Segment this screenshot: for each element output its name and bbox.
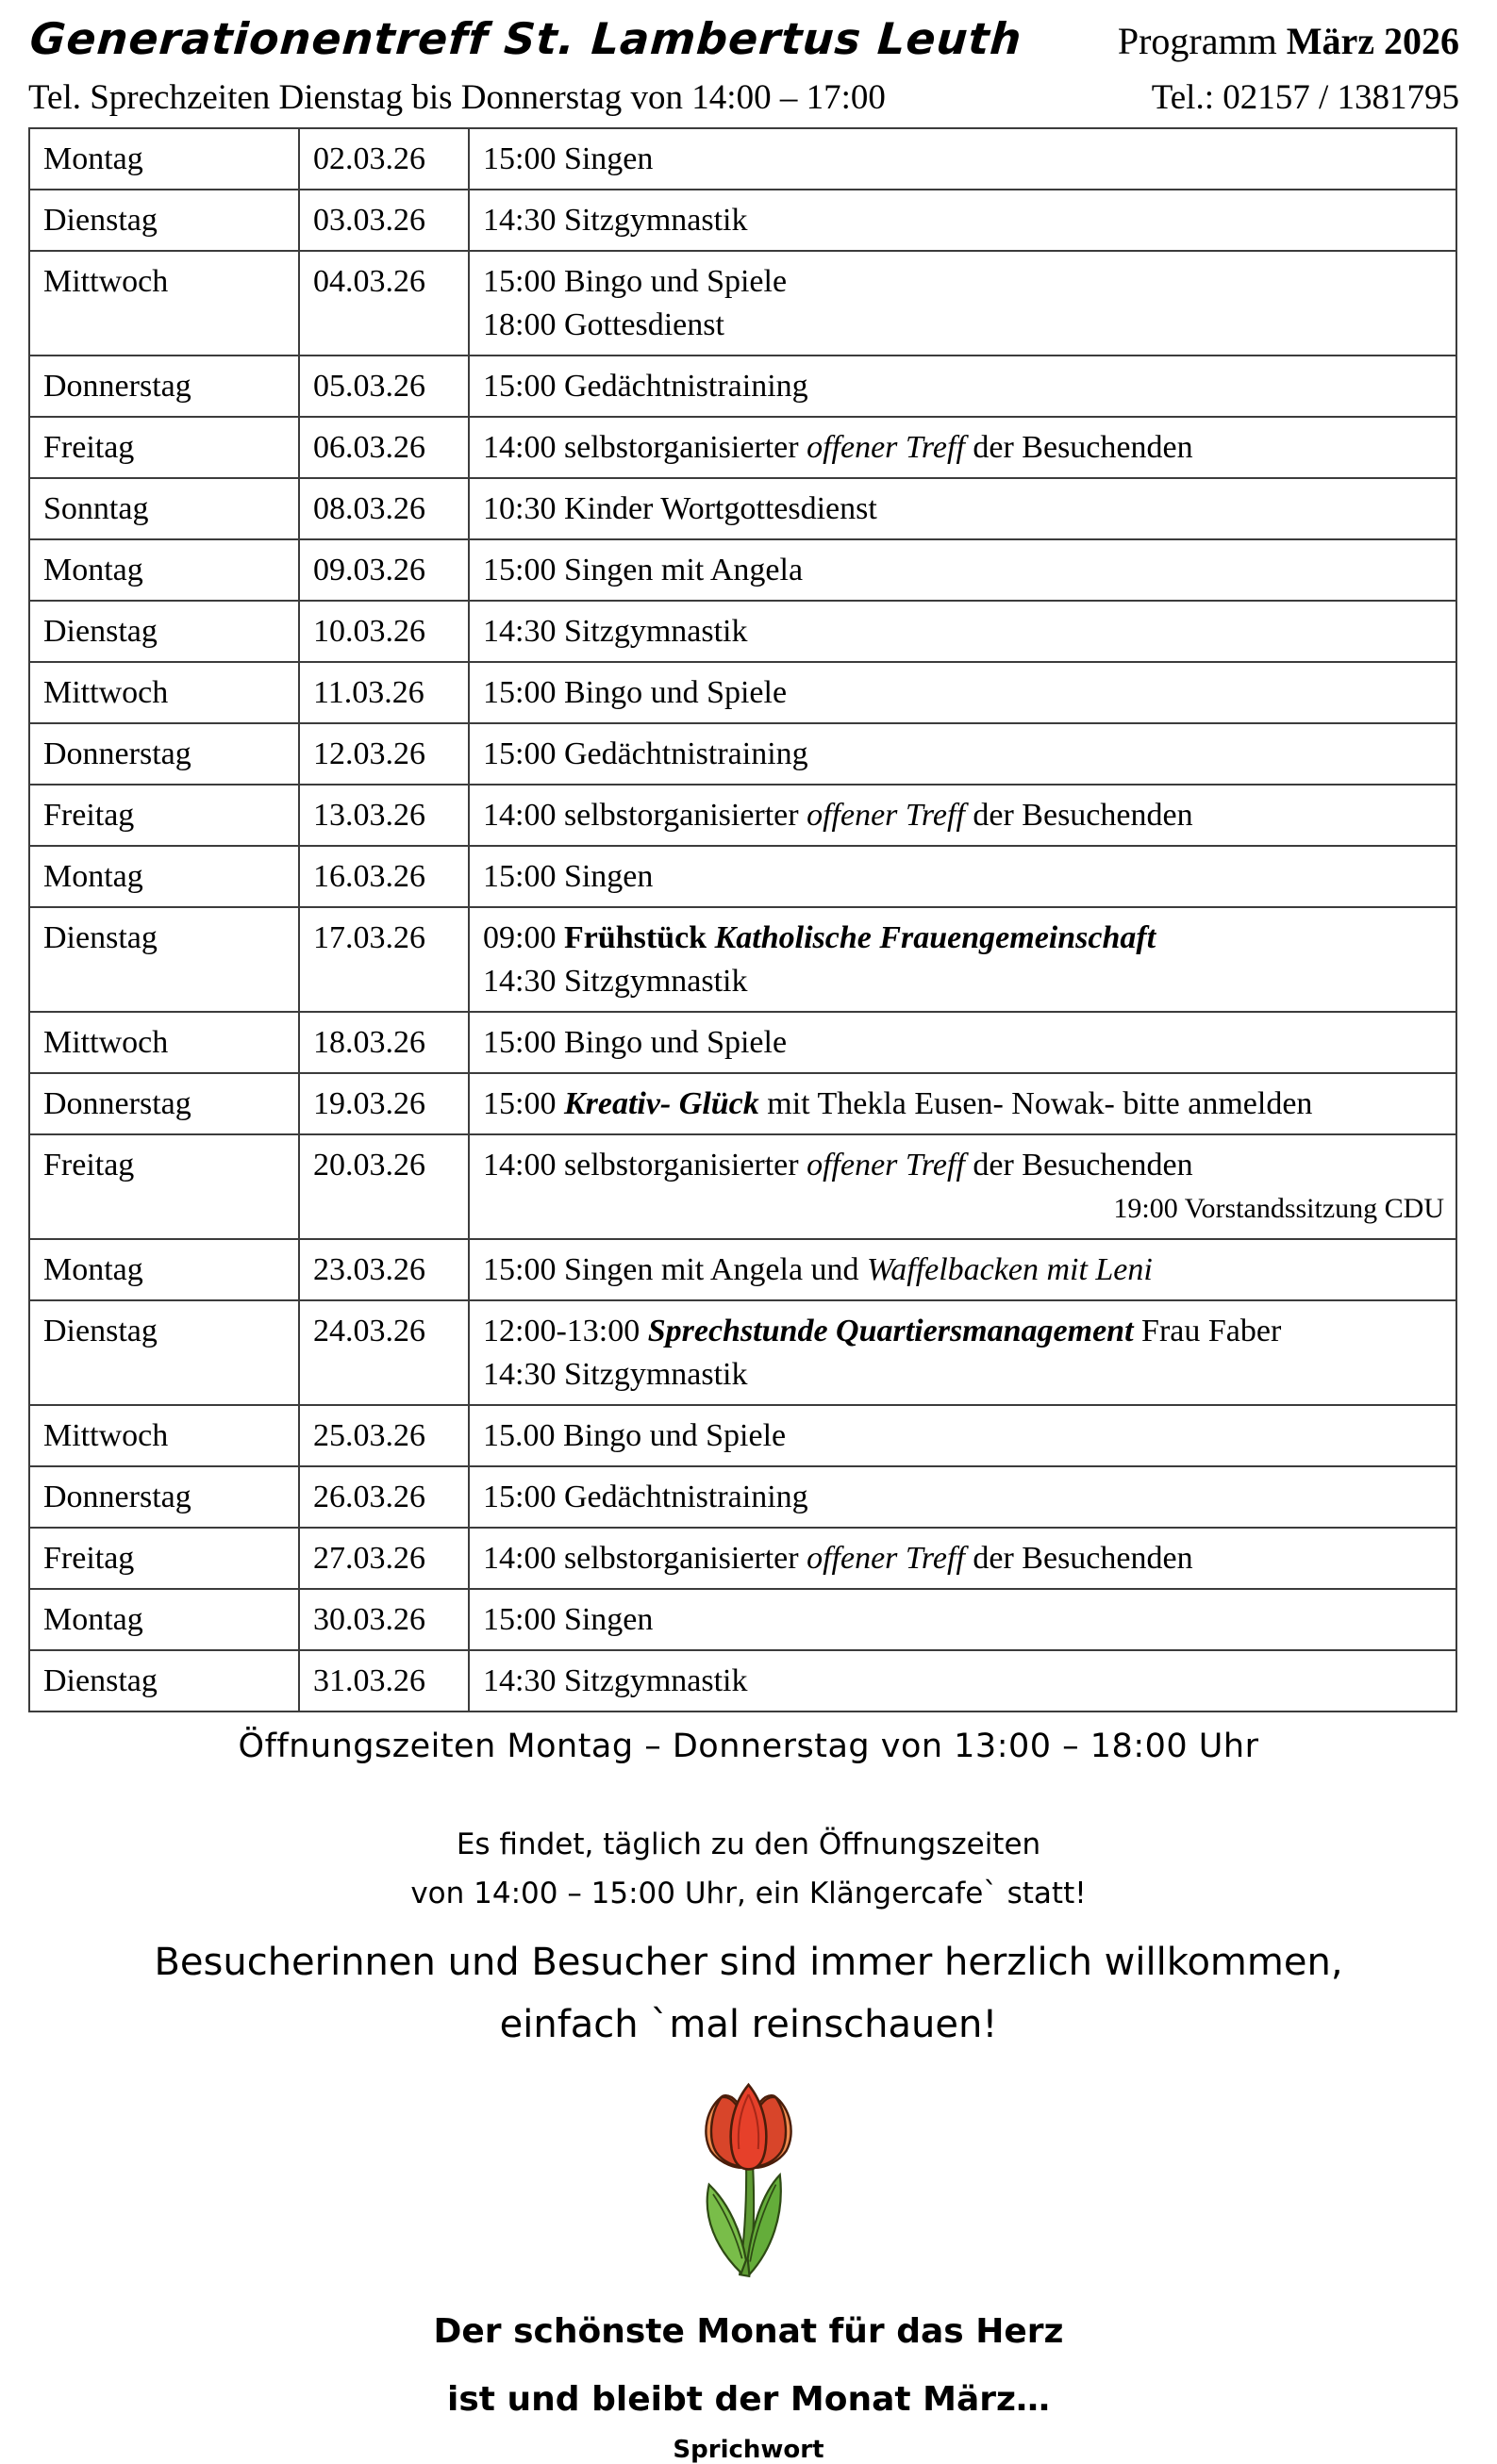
day-cell: Mittwoch bbox=[29, 662, 299, 723]
table-row bbox=[29, 662, 1456, 723]
event-line bbox=[483, 1310, 1444, 1353]
event-text: 15:00 Singen mit Angela und bbox=[483, 1252, 868, 1287]
event-line bbox=[483, 488, 1444, 531]
event-line bbox=[483, 671, 1444, 715]
event-line bbox=[483, 1537, 1444, 1580]
event-text: 14:30 Sitzgymnastik bbox=[483, 1663, 748, 1698]
date-cell: 13.03.26 bbox=[299, 785, 469, 846]
table-row bbox=[29, 417, 1456, 478]
table-row bbox=[29, 1528, 1456, 1589]
date-cell: 20.03.26 bbox=[299, 1134, 469, 1239]
day-cell: Donnerstag bbox=[29, 723, 299, 785]
event-line bbox=[483, 1083, 1444, 1126]
date-cell: 04.03.26 bbox=[299, 251, 469, 356]
table-row bbox=[29, 128, 1456, 190]
event-line bbox=[483, 549, 1444, 592]
tulip-icon bbox=[666, 2078, 831, 2281]
event-line bbox=[483, 1353, 1444, 1397]
day-cell: Dienstag bbox=[29, 190, 299, 251]
day-cell: Mittwoch bbox=[29, 1012, 299, 1073]
event-text: 12:00-13:00 bbox=[483, 1314, 648, 1348]
event-text: Frühstück bbox=[563, 920, 715, 955]
event-text: 15:00 Bingo und Spiele bbox=[483, 675, 788, 710]
table-row bbox=[29, 601, 1456, 662]
header bbox=[0, 0, 1497, 127]
day-cell: Dienstag bbox=[29, 1650, 299, 1712]
event-text: 15:00 Singen bbox=[483, 859, 654, 894]
event-cell bbox=[469, 1589, 1456, 1650]
table-row bbox=[29, 1650, 1456, 1712]
quote-source: Sprichwort bbox=[673, 2436, 824, 2464]
date-cell: 17.03.26 bbox=[299, 907, 469, 1012]
date-cell: 16.03.26 bbox=[299, 846, 469, 907]
event-line bbox=[483, 260, 1444, 304]
event-line bbox=[483, 610, 1444, 653]
event-cell bbox=[469, 190, 1456, 251]
event-text: mit Thekla Eusen- Nowak- bitte anmelden bbox=[758, 1086, 1313, 1121]
event-text: 19:00 Vorstandssitzung CDU bbox=[1113, 1193, 1444, 1224]
day-cell: Montag bbox=[29, 1589, 299, 1650]
quote-line2: ist und bleibt der Monat März… bbox=[447, 2380, 1050, 2419]
event-line bbox=[483, 1144, 1444, 1187]
day-cell: Mittwoch bbox=[29, 251, 299, 356]
event-line bbox=[483, 917, 1444, 960]
event-line bbox=[483, 1021, 1444, 1065]
event-line bbox=[483, 199, 1444, 242]
date-cell: 09.03.26 bbox=[299, 539, 469, 601]
schedule-table bbox=[28, 127, 1457, 1712]
event-cell bbox=[469, 251, 1456, 356]
event-text: 10:30 Kinder Wortgottesdienst bbox=[483, 491, 877, 526]
event-line bbox=[483, 1598, 1444, 1642]
date-cell: 11.03.26 bbox=[299, 662, 469, 723]
day-cell: Dienstag bbox=[29, 601, 299, 662]
date-cell: 27.03.26 bbox=[299, 1528, 469, 1589]
event-text: offener Treff bbox=[807, 1148, 965, 1182]
date-cell: 03.03.26 bbox=[299, 190, 469, 251]
event-cell bbox=[469, 723, 1456, 785]
event-line bbox=[483, 855, 1444, 899]
event-text: 15:00 Bingo und Spiele bbox=[483, 1025, 788, 1060]
opening-hours-line: Öffnungszeiten Montag – Donnerstag von 13:00 – 18:00 Uhr bbox=[238, 1728, 1259, 1765]
event-cell bbox=[469, 539, 1456, 601]
date-cell: 08.03.26 bbox=[299, 478, 469, 539]
table-row bbox=[29, 190, 1456, 251]
event-cell bbox=[469, 1466, 1456, 1528]
event-text: der Besuchenden bbox=[964, 430, 1193, 465]
event-cell bbox=[469, 1134, 1456, 1239]
event-text: 15:00 Singen bbox=[483, 1602, 654, 1637]
event-cell bbox=[469, 128, 1456, 190]
event-cell bbox=[469, 417, 1456, 478]
event-text: Waffelbacken mit Leni bbox=[867, 1252, 1153, 1287]
event-text: 15.00 Bingo und Spiele bbox=[483, 1418, 787, 1453]
event-text: offener Treff bbox=[807, 1541, 965, 1576]
day-cell: Dienstag bbox=[29, 1300, 299, 1405]
event-text: der Besuchenden bbox=[964, 1541, 1193, 1576]
table-row bbox=[29, 723, 1456, 785]
table-row bbox=[29, 907, 1456, 1012]
date-cell: 18.03.26 bbox=[299, 1012, 469, 1073]
event-line bbox=[483, 1187, 1444, 1231]
event-text: Sprechstunde Quartiersmanagement bbox=[647, 1314, 1134, 1348]
event-line bbox=[483, 304, 1444, 347]
klaengercafe-line1: Es findet, täglich zu den Öffnungszeiten bbox=[456, 1827, 1041, 1861]
event-text: 14:30 Sitzgymnastik bbox=[483, 1357, 748, 1392]
event-cell bbox=[469, 356, 1456, 417]
phone-number: Tel.: 02157 / 1381795 bbox=[1151, 78, 1459, 117]
day-cell: Donnerstag bbox=[29, 1466, 299, 1528]
event-text: Frau Faber bbox=[1133, 1314, 1282, 1348]
date-cell: 23.03.26 bbox=[299, 1239, 469, 1300]
date-cell: 02.03.26 bbox=[299, 128, 469, 190]
event-text: 15:00 Gedächtnistraining bbox=[483, 369, 808, 404]
date-cell: 05.03.26 bbox=[299, 356, 469, 417]
event-cell bbox=[469, 907, 1456, 1012]
event-text: 14:30 Sitzgymnastik bbox=[483, 203, 748, 238]
event-line bbox=[483, 365, 1444, 408]
event-line bbox=[483, 426, 1444, 470]
event-text: 15:00 Singen mit Angela bbox=[483, 553, 804, 587]
event-text: offener Treff bbox=[807, 430, 965, 465]
event-line bbox=[483, 1414, 1444, 1458]
event-text: der Besuchenden bbox=[964, 798, 1193, 833]
phone-hours: Tel. Sprechzeiten Dienstag bis Donnerstag von 14:00 – 17:00 bbox=[28, 78, 886, 117]
table-row bbox=[29, 1239, 1456, 1300]
day-cell: Montag bbox=[29, 539, 299, 601]
event-line bbox=[483, 794, 1444, 837]
event-cell bbox=[469, 601, 1456, 662]
day-cell: Freitag bbox=[29, 417, 299, 478]
day-cell: Montag bbox=[29, 128, 299, 190]
date-cell: 24.03.26 bbox=[299, 1300, 469, 1405]
table-row bbox=[29, 1300, 1456, 1405]
page-title: Generationentreff St. Lambertus Leuth bbox=[28, 13, 1024, 64]
event-cell bbox=[469, 478, 1456, 539]
event-cell bbox=[469, 1650, 1456, 1712]
date-cell: 06.03.26 bbox=[299, 417, 469, 478]
event-text: Kreativ- Glück bbox=[563, 1086, 759, 1121]
event-text: offener Treff bbox=[807, 798, 965, 833]
event-cell bbox=[469, 1300, 1456, 1405]
table-row bbox=[29, 1589, 1456, 1650]
klaengercafe-note bbox=[0, 1820, 1497, 1918]
date-cell: 19.03.26 bbox=[299, 1073, 469, 1134]
quote bbox=[0, 2298, 1497, 2434]
event-text: 14:00 selbstorganisierter bbox=[483, 1148, 807, 1182]
date-cell: 25.03.26 bbox=[299, 1405, 469, 1466]
event-text: 14:00 selbstorganisierter bbox=[483, 1541, 807, 1576]
date-cell: 12.03.26 bbox=[299, 723, 469, 785]
event-cell bbox=[469, 662, 1456, 723]
program-label: Programm bbox=[1117, 20, 1287, 62]
day-cell: Dienstag bbox=[29, 907, 299, 1012]
date-cell: 26.03.26 bbox=[299, 1466, 469, 1528]
event-text: 15:00 Bingo und Spiele bbox=[483, 264, 788, 299]
day-cell: Freitag bbox=[29, 785, 299, 846]
date-cell: 31.03.26 bbox=[299, 1650, 469, 1712]
event-text: 15:00 Singen bbox=[483, 141, 654, 176]
date-cell: 10.03.26 bbox=[299, 601, 469, 662]
table-row bbox=[29, 1012, 1456, 1073]
table-row bbox=[29, 1466, 1456, 1528]
event-cell bbox=[469, 846, 1456, 907]
event-text: Katholische Frauengemeinschaft bbox=[714, 920, 1156, 955]
schedule-table-body bbox=[29, 128, 1456, 1712]
day-cell: Freitag bbox=[29, 1134, 299, 1239]
table-row bbox=[29, 785, 1456, 846]
event-cell bbox=[469, 1073, 1456, 1134]
event-text: 15:00 Gedächtnistraining bbox=[483, 736, 808, 771]
event-text: der Besuchenden bbox=[964, 1148, 1193, 1182]
event-line bbox=[483, 138, 1444, 181]
event-text: 14:30 Sitzgymnastik bbox=[483, 964, 748, 999]
table-row bbox=[29, 846, 1456, 907]
welcome-line1: Besucherinnen und Besucher sind immer herzlich willkommen, bbox=[154, 1941, 1343, 1984]
date-cell: 30.03.26 bbox=[299, 1589, 469, 1650]
table-row bbox=[29, 1405, 1456, 1466]
day-cell: Donnerstag bbox=[29, 1073, 299, 1134]
program-month-label bbox=[1118, 19, 1459, 63]
day-cell: Montag bbox=[29, 1239, 299, 1300]
event-line bbox=[483, 733, 1444, 776]
event-cell bbox=[469, 1405, 1456, 1466]
table-row bbox=[29, 251, 1456, 356]
table-row bbox=[29, 539, 1456, 601]
event-line bbox=[483, 1660, 1444, 1703]
day-cell: Sonntag bbox=[29, 478, 299, 539]
table-row bbox=[29, 478, 1456, 539]
event-line bbox=[483, 960, 1444, 1003]
event-text: 09:00 bbox=[483, 920, 564, 955]
program-month: März 2026 bbox=[1286, 20, 1459, 62]
event-text: 14:30 Sitzgymnastik bbox=[483, 614, 748, 649]
day-cell: Freitag bbox=[29, 1528, 299, 1589]
event-line bbox=[483, 1249, 1444, 1292]
event-text: 15:00 Gedächtnistraining bbox=[483, 1480, 808, 1514]
event-cell bbox=[469, 1012, 1456, 1073]
day-cell: Donnerstag bbox=[29, 356, 299, 417]
day-cell: Mittwoch bbox=[29, 1405, 299, 1466]
table-row bbox=[29, 1134, 1456, 1239]
event-text: 15:00 bbox=[483, 1086, 564, 1121]
event-line bbox=[483, 1476, 1444, 1519]
event-cell bbox=[469, 785, 1456, 846]
table-row bbox=[29, 1073, 1456, 1134]
welcome-line2: einfach `mal reinschauen! bbox=[499, 2003, 998, 2046]
event-text: 18:00 Gottesdienst bbox=[483, 307, 724, 342]
welcome-note bbox=[0, 1931, 1497, 2056]
event-cell bbox=[469, 1239, 1456, 1300]
day-cell: Montag bbox=[29, 846, 299, 907]
quote-line1: Der schönste Monat für das Herz bbox=[433, 2312, 1064, 2351]
klaengercafe-line2: von 14:00 – 15:00 Uhr, ein Klängercafe` statt! bbox=[410, 1877, 1087, 1910]
event-text: 14:00 selbstorganisierter bbox=[483, 798, 807, 833]
table-row bbox=[29, 356, 1456, 417]
event-cell bbox=[469, 1528, 1456, 1589]
tulip-image bbox=[0, 2078, 1497, 2281]
event-text: 14:00 selbstorganisierter bbox=[483, 430, 807, 465]
